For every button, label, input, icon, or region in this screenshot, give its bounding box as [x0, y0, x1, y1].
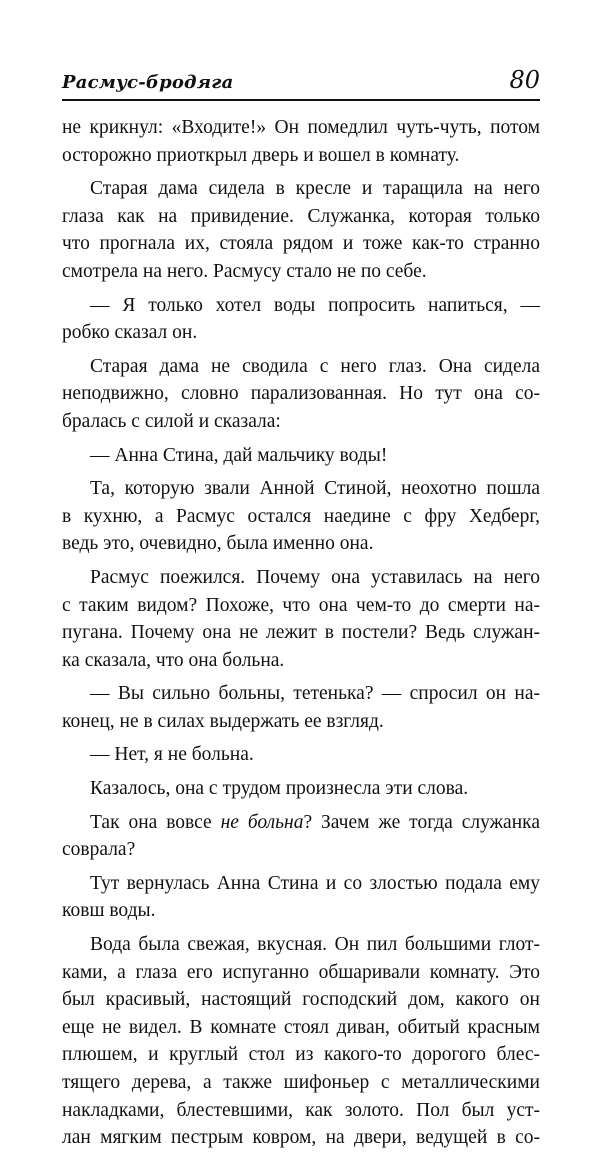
text-line: Вода была свежая, вкусная. Он пил большими глот- [90, 934, 540, 956]
text-line: конец, не в силах выдержать ее взгляд. [62, 710, 384, 732]
paragraph [62, 353, 540, 436]
text-line: лан мягким пестрым ковром, на двери, ведущей в со- [62, 1127, 540, 1149]
text-line: робко сказал он. [62, 322, 198, 344]
text-run: ? Зачем же тогда служанка [303, 811, 540, 833]
text-line: ковш воды. [62, 900, 156, 922]
paragraph [62, 680, 540, 735]
header-rule [62, 99, 540, 101]
text-line: Старая дама сидела в кресле и таращила на него [90, 178, 540, 200]
text-line: Тут вернулась Анна Стина и со злостью подала ему [90, 872, 540, 894]
text-line: накладками, блестевшими, как золото. Пол был уст- [62, 1099, 540, 1121]
text-line: еще не видел. В комнате стоял диван, обитый красным [62, 1016, 540, 1038]
text-line: — Я только хотел воды попросить напиться, — [90, 294, 540, 316]
text-line: неподвижно, словно парализованная. Но тут она со- [62, 383, 540, 405]
running-header [62, 66, 540, 102]
text-line: плюшем, и круглый стол из какого-то дорогого блес- [62, 1044, 540, 1066]
text-line: Та, которую звали Анной Стиной, неохотно пошла [90, 478, 540, 500]
text-line: был красивый, настоящий господский дом, какого он [62, 989, 540, 1011]
text-line: тящего дерева, а также шифоньер с металлическими [62, 1072, 540, 1093]
paragraph [62, 442, 540, 470]
body-text [62, 114, 540, 1152]
text-line: ведь это, очевидно, была именно она. [62, 533, 374, 555]
text-line: бралась с силой и сказала: [62, 410, 281, 432]
paragraph [62, 931, 540, 1152]
text-line: ками, а глаза его испуганно обшаривали комнату. Это [62, 961, 540, 983]
paragraph [62, 114, 540, 169]
text-line: осторожно приоткрыл дверь и вошел в комнату. [62, 144, 460, 166]
text-line: Расмус поежился. Почему она уставилась на него [90, 566, 540, 588]
text-line: соврала? [62, 839, 136, 861]
text-line [62, 809, 540, 837]
running-title: Расмус-бродяга [62, 72, 234, 93]
paragraph [62, 564, 540, 674]
text-line: в кухню, а Расмус остался наедине с фру Хедберг, [62, 505, 540, 527]
text-line: — Вы сильно больны, тетенька? — спросил он на- [90, 683, 540, 705]
emphasis-text: не больна [220, 811, 304, 833]
text-line: Казалось, она с трудом произнесла эти слова. [90, 778, 469, 800]
paragraph [62, 175, 540, 285]
text-line: что прогнала их, стояла рядом и тоже как-то странно [62, 233, 540, 255]
paragraph [62, 809, 540, 864]
text-line: Старая дама не сводила с него глаз. Она сидела [90, 355, 540, 377]
paragraph [62, 475, 540, 558]
paragraph [62, 775, 540, 803]
text-run: Так она вовсе [90, 811, 221, 833]
text-line: не крикнул: «Входите!» Он помедлил чуть-чуть, потом [62, 117, 540, 138]
text-line: — Анна Стина, дай мальчику воды! [90, 444, 388, 466]
text-line: — Нет, я не больна. [90, 744, 254, 766]
page-number: 80 [509, 66, 540, 94]
paragraph [62, 292, 540, 347]
paragraph [62, 870, 540, 925]
text-line: ка сказала, что она больна. [62, 649, 285, 671]
paragraph [62, 741, 540, 769]
text-line: с таким видом? Похоже, что она чем-то до смерти на- [62, 594, 540, 616]
text-line: глаза как на привидение. Служанка, которая только [62, 205, 540, 227]
text-line: пугана. Почему она не лежит в постели? Ведь служан- [62, 622, 540, 644]
text-line: смотрела на него. Расмусу стало не по себе. [62, 260, 427, 282]
